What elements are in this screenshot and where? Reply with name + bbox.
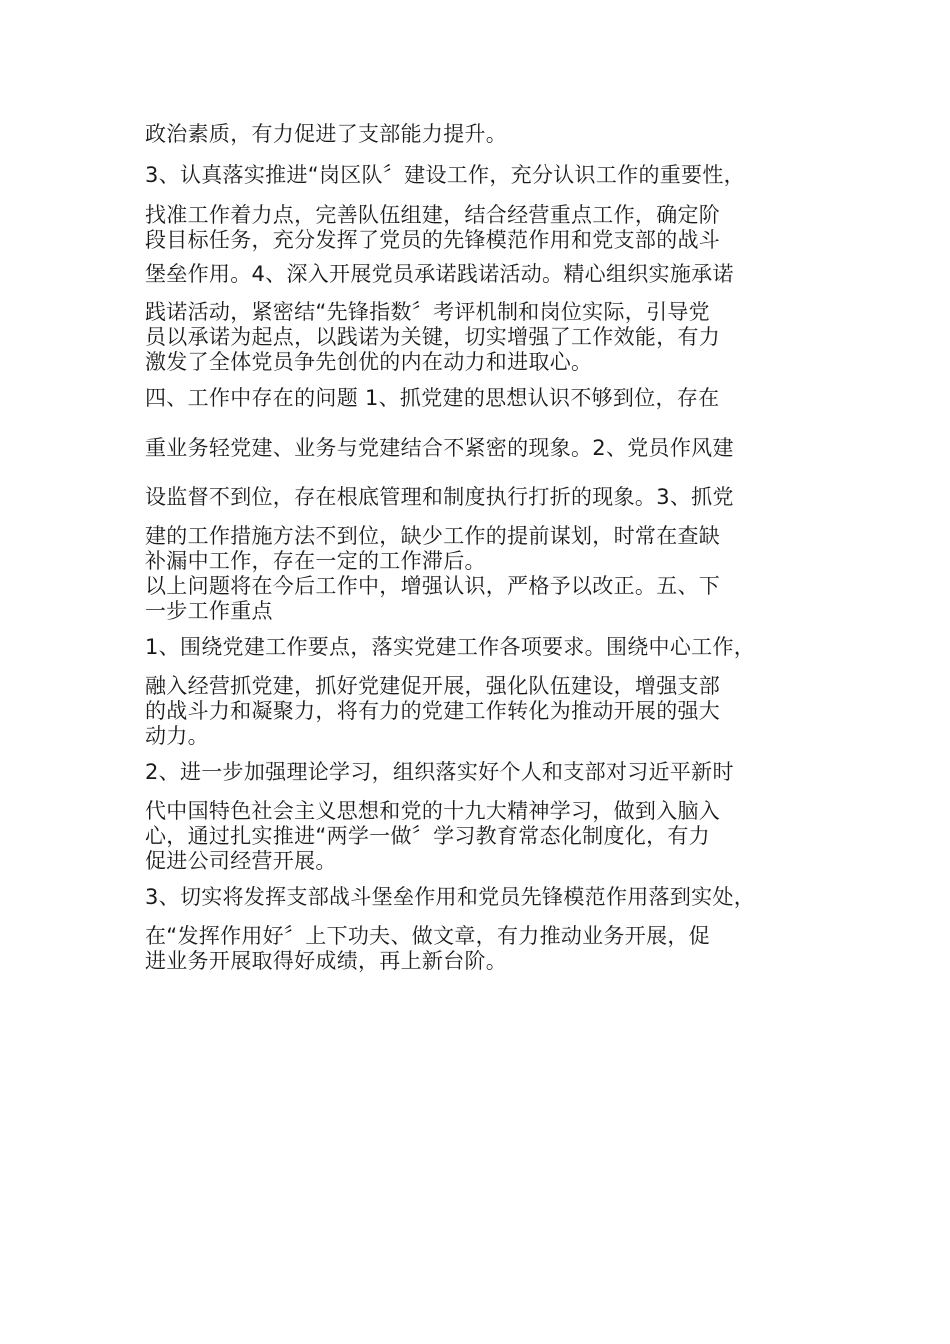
text-line: 堡垒作用。4、深入开展党员承诺践诺活动。精心组织实施承诺 — [145, 262, 734, 286]
text-line: 进业务开展取得好成绩，再上新台阶。 — [145, 949, 508, 973]
text-line: 3、切实将发挥支部战斗堡垒作用和党员先锋模范作用落到实处， — [145, 885, 756, 909]
text-line: 心，通过扎实推进“两学一做〞学习教育常态化制度化，有力 — [145, 824, 710, 848]
text-line: 践诺活动，紧密结“先锋指数〞考评机制和岗位实际，引导党 — [145, 300, 710, 324]
text-line: 设监督不到位，存在根底管理和制度执行打折的现象。3、抓党 — [145, 485, 734, 509]
text-line: 一步工作重点 — [145, 599, 273, 623]
text-line: 激发了全体党员争先创优的内在动力和进取心。 — [145, 350, 593, 374]
text-line: 的战斗力和凝聚力，将有力的党建工作转化为推动开展的强大 — [145, 699, 721, 723]
text-line: 找准工作着力点，完善队伍组建，结合经营重点工作，确定阶 — [145, 203, 721, 227]
text-line: 建的工作措施方法不到位，缺少工作的提前谋划，时常在查缺 — [145, 524, 721, 548]
text-line: 2、进一步加强理论学习，组织落实好个人和支部对习近平新时 — [145, 760, 734, 784]
text-line: 3、认真落实推进“岗区队〞建设工作，充分认识工作的重要性， — [145, 163, 745, 187]
text-line: 1、围绕党建工作要点，落实党建工作各项要求。围绕中心工作， — [145, 635, 756, 659]
text-line: 政治素质，有力促进了支部能力提升。 — [145, 122, 508, 146]
text-line: 重业务轻党建、业务与党建结合不紧密的现象。2、党员作风建 — [145, 436, 734, 460]
text-line: 融入经营抓党建，抓好党建促开展，强化队伍建设，增强支部 — [145, 674, 721, 698]
text-line: 补漏中工作，存在一定的工作滞后。 — [145, 549, 486, 573]
text-line: 段目标任务，充分发挥了党员的先锋模范作用和党支部的战斗 — [145, 228, 721, 252]
text-line: 代中国特色社会主义思想和党的十九大精神学习，做到入脑入 — [145, 799, 721, 823]
text-line: 在“发挥作用好〞上下功夫、做文章，有力推动业务开展，促 — [145, 924, 710, 948]
text-line: 员以承诺为起点，以践诺为关键，切实增强了工作效能，有力 — [145, 325, 721, 349]
text-line: 动力。 — [145, 724, 209, 748]
text-line: 四、工作中存在的问题 1、抓党建的思想认识不够到位，存在 — [145, 386, 720, 410]
text-line: 促进公司经营开展。 — [145, 849, 337, 873]
text-line: 以上问题将在今后工作中，增强认识，严格予以改正。五、下 — [145, 574, 721, 598]
